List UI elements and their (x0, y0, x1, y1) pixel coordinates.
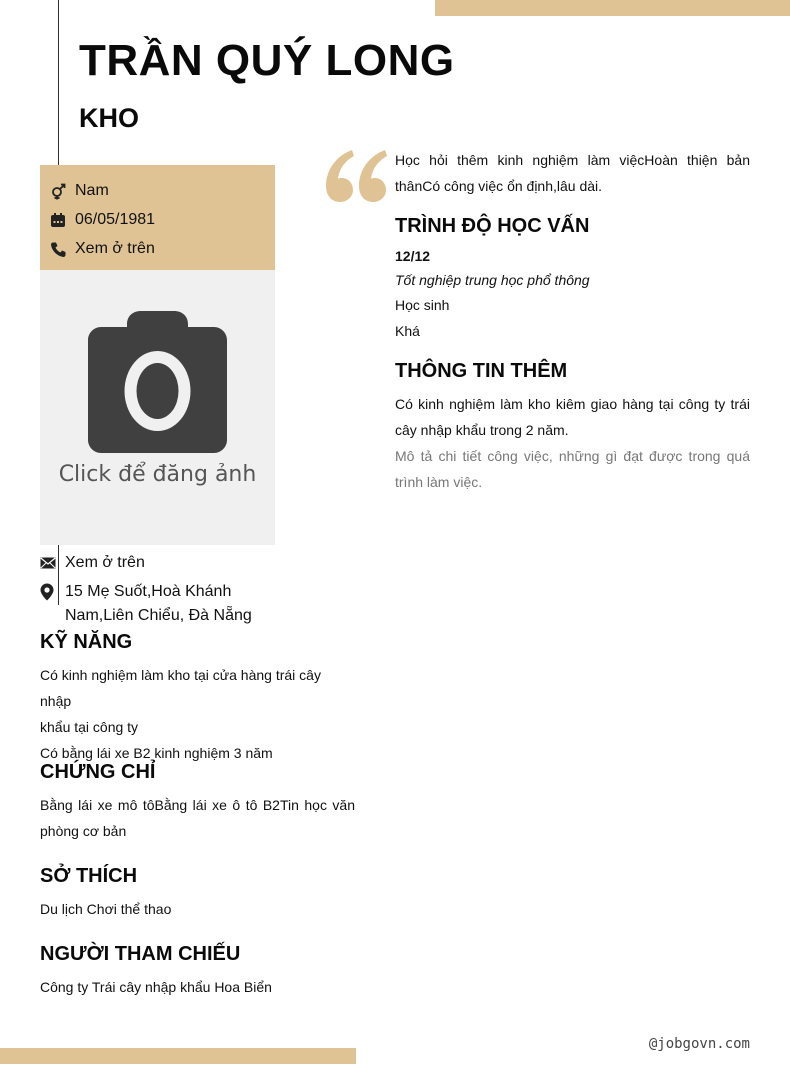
additional-info-content: Có kinh nghiệm làm kho kiêm giao hàng tại công ty trái cây nhập khẩu trong 2 năm. (395, 396, 750, 438)
certificates-title: CHỨNG CHỈ (40, 761, 156, 783)
phone-value: Xem ở trên (75, 240, 155, 257)
education-grade: Khá (395, 323, 420, 339)
references-content: Công ty Trái cây nhập khẩu Hoa Biển (40, 979, 272, 995)
birthday-value: 06/05/1981 (75, 211, 156, 228)
references-title: NGƯỜI THAM CHIẾU (40, 943, 241, 965)
career-objective: Học hỏi thêm kinh nghiệm làm việcHoàn thiện bản thânCó công việc ổn định,lâu dài. (395, 152, 750, 194)
skills-line: Có kinh nghiệm làm kho tại cửa hàng trái cây nhập (40, 667, 321, 709)
address-value (65, 580, 252, 628)
quote-icon (322, 140, 390, 218)
education-period: 12/12 (395, 248, 431, 264)
skills-content (40, 662, 355, 766)
skills-line: Có bằng lái xe B2 kinh nghiệm 3 năm (40, 745, 273, 761)
job-position: KHO (79, 103, 139, 133)
calendar-icon (48, 210, 68, 230)
education-title: TRÌNH ĐỘ HỌC VẤN (395, 215, 590, 237)
phone-row (48, 237, 155, 261)
photo-upload-label: Click để đăng ảnh (58, 462, 257, 487)
personal-info-box (40, 165, 275, 270)
birthday-row (48, 208, 155, 232)
address-row (40, 580, 252, 628)
gender-icon (48, 181, 68, 201)
candidate-name: TRẦN QUÝ LONG (79, 36, 455, 85)
skills-title: KỸ NĂNG (40, 631, 133, 653)
email-value: Xem ở trên (65, 554, 145, 571)
address-line-1: 15 Mẹ Suốt,Hoà Khánh (65, 583, 232, 600)
gender-value: Nam (75, 182, 109, 199)
vertical-divider (58, 0, 59, 165)
hobbies-content: Du lịch Chơi thể thao (40, 901, 172, 917)
skills-line: khẩu tại công ty (40, 719, 139, 735)
additional-info-placeholder: Mô tả chi tiết công việc, những gì đạt được trong quá trình làm việc. (395, 448, 750, 490)
certificates-content: Bằng lái xe mô tôBằng lái xe ô tô B2Tin học văn phòng cơ bản (40, 797, 355, 839)
photo-upload-area[interactable] (40, 270, 275, 545)
bottom-accent-bar (0, 1048, 356, 1064)
camera-icon (87, 310, 228, 454)
address-line-2: Nam,Liên Chiểu, Đà Nẵng (65, 607, 252, 624)
watermark: @jobgovn.com (648, 1036, 750, 1052)
hobbies-title: SỞ THÍCH (40, 865, 138, 887)
map-pin-icon (40, 580, 58, 604)
additional-info-title: THÔNG TIN THÊM (395, 360, 568, 382)
email-row (40, 551, 145, 575)
top-accent-bar (435, 0, 790, 16)
education-status: Học sinh (395, 297, 450, 313)
gender-row (48, 179, 109, 203)
phone-icon (48, 239, 68, 259)
education-degree: Tốt nghiệp trung học phổ thông (395, 272, 590, 288)
envelope-icon (40, 551, 58, 575)
